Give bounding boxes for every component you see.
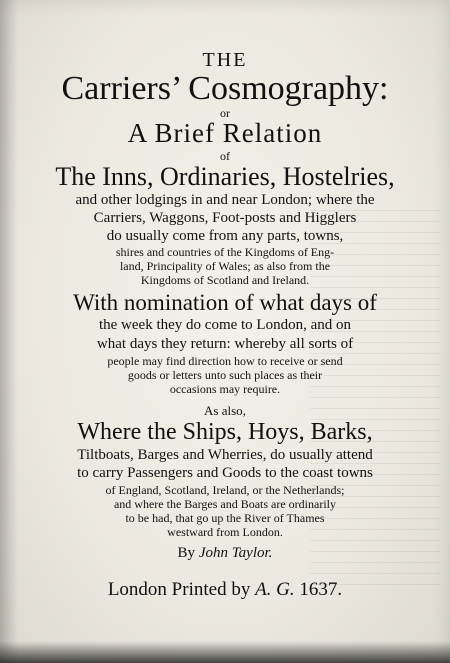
block1-line: and other lodgings in and near London; where the [75, 192, 375, 208]
inns-heading: The Inns, Ordinaries, Hostelries, [55, 162, 395, 191]
block1-line: do usually come from any parts, towns, [106, 228, 344, 244]
block3-line: to be had, that go up the River of Thames [125, 511, 325, 525]
printer-initials: A. G. [255, 579, 295, 600]
block2-line: what days they return: whereby all sorts of [96, 336, 354, 352]
block2-line: the week they do come to London, and on [98, 317, 352, 333]
main-title: Carriers’ Cosmography: [61, 70, 389, 107]
imprint-year: 1637. [299, 579, 343, 600]
block3-line: and where the Barges and Boats are ordinarily [113, 497, 337, 511]
nomination-heading: With nomination of what days of [73, 290, 377, 315]
block1-line: Kingdoms of Scotland and Ireland. [140, 273, 310, 287]
block3-line: Tiltboats, Barges and Wherries, do usually attend [77, 447, 373, 463]
by-label: By [177, 545, 196, 561]
subtitle: A Brief Relation [127, 118, 323, 148]
block2-line: occasions may require. [169, 382, 281, 396]
page-bottom-edge [0, 641, 450, 663]
title-or: or [220, 106, 230, 120]
block3-line: to carry Passengers and Goods to the coast towns [77, 465, 373, 481]
title-the: THE [202, 49, 248, 71]
block1-line: land, Principality of Wales; as also from the [119, 259, 331, 273]
block1-line: Carriers, Waggons, Foot-posts and Higglers [93, 210, 357, 226]
block3-line: westward from London. [167, 525, 283, 539]
block2-line: goods or letters unto such places as their [127, 368, 323, 382]
imprint [0, 580, 450, 599]
as-also: As also, [204, 403, 246, 418]
imprint-prefix: London Printed by [107, 579, 251, 600]
byline [0, 546, 450, 561]
author-name: John Taylor. [198, 545, 273, 561]
title-of: of [220, 149, 230, 163]
block2-line: people may find direction how to receive or send [107, 354, 343, 368]
ships-heading: Where the Ships, Hoys, Barks, [77, 419, 373, 445]
block3-line: of England, Scotland, Ireland, or the Netherlands; [105, 483, 345, 497]
block1-line: shires and countries of the Kingdoms of Eng- [115, 245, 335, 259]
